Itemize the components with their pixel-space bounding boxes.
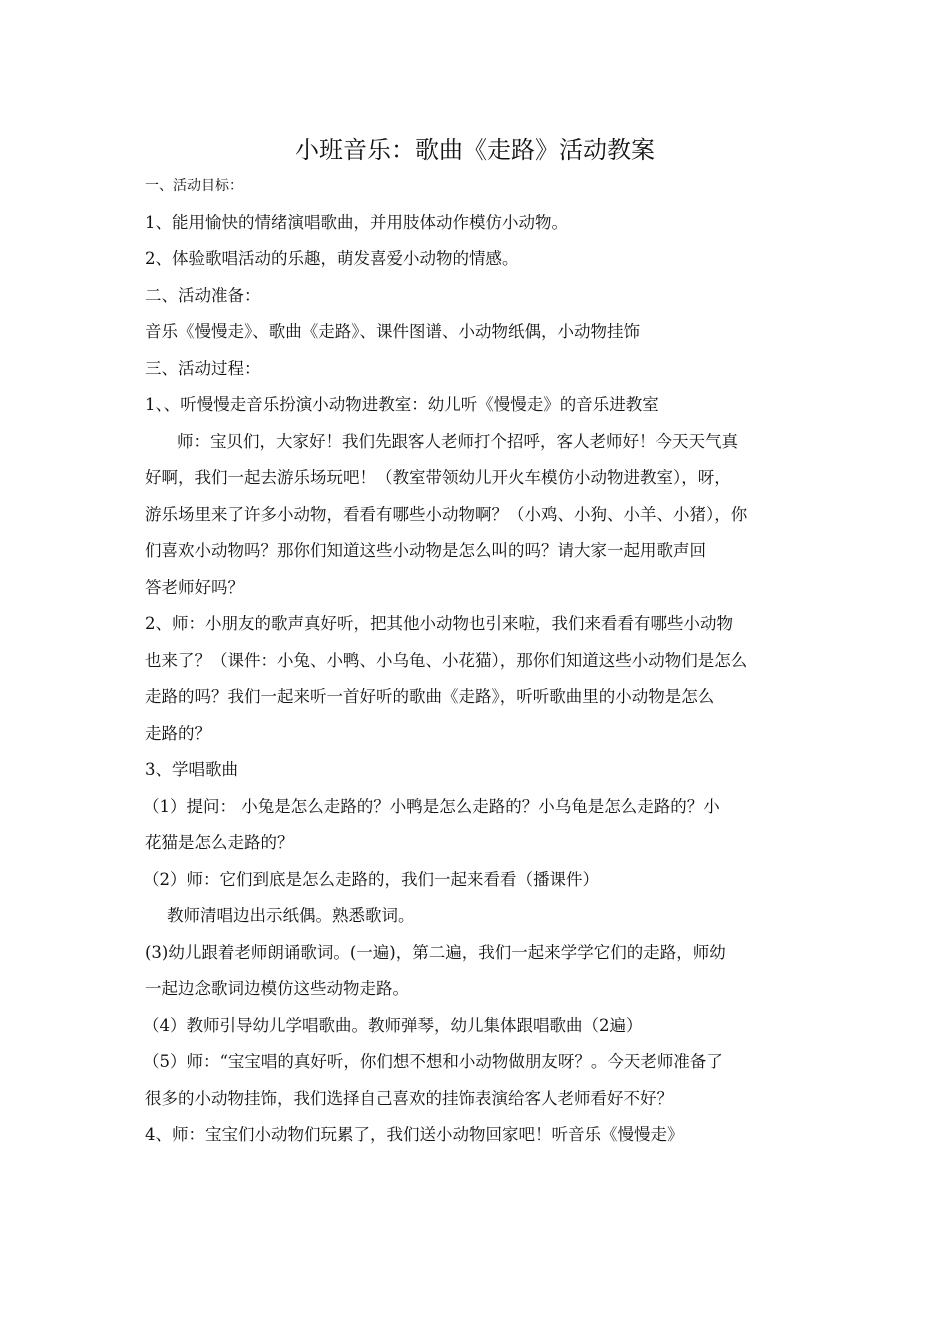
- process-step: 1、、听慢慢走音乐扮演小动物进教室：幼儿听《慢慢走》的音乐进教室: [145, 395, 659, 414]
- paragraph-line: 们喜欢小动物吗？那你们知道这些小动物是怎么叫的吗？请大家一起用歌声回: [145, 541, 706, 560]
- paragraph-line: 师：宝贝们，大家好！我们先跟客人老师打个招呼，客人老师好！今天天气真: [177, 431, 738, 451]
- paragraph-line: 花猫是怎么走路的？: [145, 833, 294, 852]
- paragraph-line: 答老师好吗？: [145, 577, 244, 597]
- section-heading-process: 三、活动过程：: [145, 358, 261, 378]
- sub-step: （5）师：“宝宝唱的真好听，你们想不想和小动物做朋友呀？。今天老师准备了: [143, 1052, 723, 1071]
- document-body: [145, 168, 813, 1154]
- paragraph-line: 一起边念歌词边模仿这些动物走路。: [145, 979, 409, 998]
- sub-step: (3)幼儿跟着老师朗诵歌词。(一遍)，第二遍，我们一起来学学它们的走路，师幼: [145, 942, 726, 962]
- paragraph-line: 教师清唱边出示纸偶。熟悉歌词。: [167, 906, 415, 925]
- sub-step: （1）提问： 小兔是怎么走路的？小鸭是怎么走路的？小乌龟是怎么走路的？小: [143, 796, 720, 816]
- paragraph-line: 走路的？: [145, 723, 211, 743]
- paragraph-line: 游乐场里来了许多小动物，看看有哪些小动物啊？（小鸡、小狗、小羊、小猪），你: [145, 504, 748, 524]
- paragraph-line: 走路的吗？我们一起来听一首好听的歌曲《走路》，听听歌曲里的小动物是怎么: [145, 687, 715, 706]
- section-heading-goals: 一、活动目标：: [145, 178, 243, 194]
- sub-step: （2）师：它们到底是怎么走路的，我们一起来看看（播课件）: [143, 869, 599, 889]
- preparation-text: 音乐《慢慢走》、歌曲《走路》、课件图谱、小动物纸偶，小动物挂饰: [145, 322, 640, 341]
- paragraph-line: 也来了？（课件：小兔、小鸭、小乌龟、小花猫），那你们知道这些小动物们是怎么: [145, 650, 748, 670]
- goal-item: 1、能用愉快的情绪演唱歌曲，并用肢体动作模仿小动物。: [145, 212, 568, 232]
- goal-item: 2、体验歌唱活动的乐趣，萌发喜爱小动物的情感。: [145, 249, 519, 268]
- paragraph-line: 很多的小动物挂饰，我们选择自己喜欢的挂饰表演给客人老师看好不好？: [145, 1088, 673, 1108]
- paragraph-line: 好啊，我们一起去游乐场玩吧！（教室带领幼儿开火车模仿小动物进教室），呀，: [145, 468, 731, 487]
- process-step: 4、师：宝宝们小动物们玩累了，我们送小动物回家吧！听音乐《慢慢走》: [145, 1125, 684, 1144]
- section-heading-preparation: 二、活动准备：: [145, 285, 261, 305]
- process-step: 2、师：小朋友的歌声真好听，把其他小动物也引来啦，我们来看看有哪些小动物: [145, 614, 733, 633]
- sub-step: （4）教师引导幼儿学唱歌曲。教师弹琴，幼儿集体跟唱歌曲（2遍）: [143, 1015, 643, 1035]
- process-step: 3、学唱歌曲: [145, 760, 238, 779]
- document-title: 小班音乐：歌曲《走路》活动教案: [295, 136, 655, 164]
